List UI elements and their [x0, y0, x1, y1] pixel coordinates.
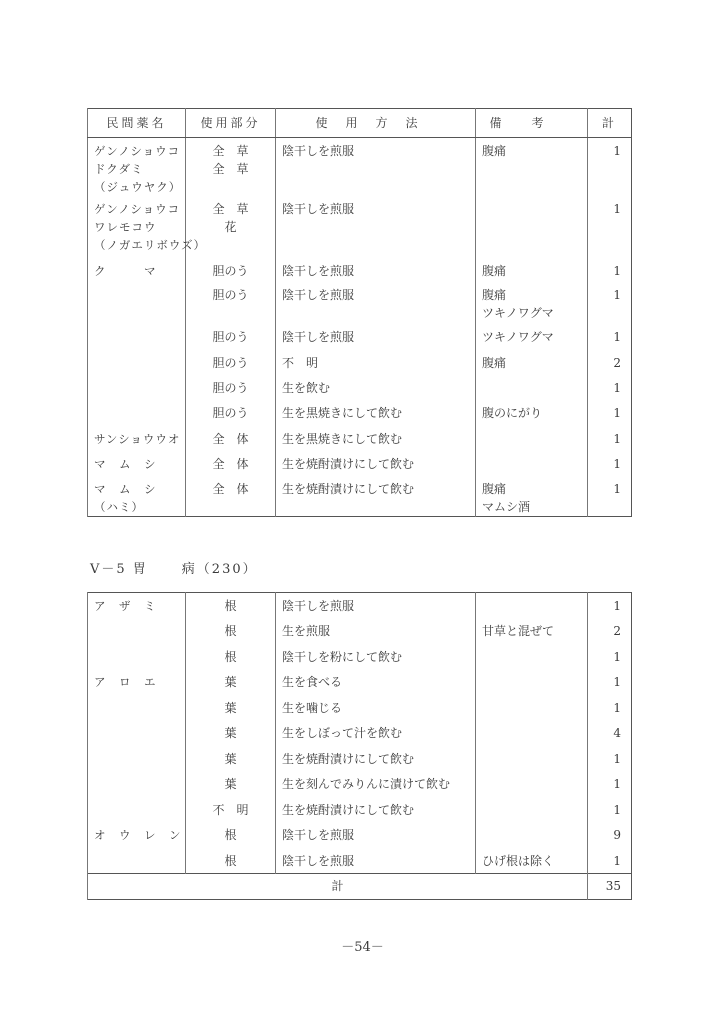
- usage-method: 生を焼酎漬けにして飲む: [276, 797, 476, 823]
- used-part: 不 明: [186, 797, 276, 823]
- remark: [476, 669, 588, 695]
- used-part-line: 花: [224, 220, 237, 234]
- used-part-line: 胆のう: [212, 288, 249, 302]
- used-part: 根: [186, 593, 276, 619]
- table-row: [88, 771, 632, 797]
- usage-method: 陰干しを煎服: [276, 848, 476, 874]
- remark: [476, 350, 588, 375]
- remedy-name: [88, 720, 186, 746]
- remark-line: 腹痛: [482, 264, 507, 278]
- remark: 甘草と混ぜて: [476, 618, 588, 644]
- total-count: 35: [588, 873, 632, 899]
- table-row: [88, 746, 632, 772]
- used-part-line: 胆のう: [212, 264, 249, 278]
- usage-method: 生を焼酎漬けにして飲む: [276, 451, 476, 476]
- header-name: 民間薬名: [88, 109, 186, 138]
- used-part: [186, 258, 276, 282]
- remark: [476, 593, 588, 619]
- table-row: [88, 451, 632, 476]
- count: 1: [588, 426, 632, 451]
- used-part: 根: [186, 618, 276, 644]
- remedy-name-line: ク マ: [94, 264, 157, 278]
- used-part: [186, 476, 276, 517]
- usage-method: 不 明: [276, 350, 476, 375]
- usage-method: 陰干しを煎服: [276, 138, 476, 197]
- usage-method: 生を黒焼きにして飲む: [276, 400, 476, 426]
- used-part: 葉: [186, 669, 276, 695]
- table-row: [88, 848, 632, 874]
- remedy-name-line: （ジュウヤク）: [94, 180, 182, 194]
- used-part: [186, 400, 276, 426]
- used-part: [186, 282, 276, 324]
- header-note: 備考: [476, 109, 588, 138]
- usage-method: 生を煎服: [276, 618, 476, 644]
- remark: ひげ根は除く: [476, 848, 588, 874]
- header-count: 計: [588, 109, 632, 138]
- count: 4: [588, 720, 632, 746]
- remark: [476, 324, 588, 350]
- remark: [476, 400, 588, 426]
- remedy-name: [88, 258, 186, 282]
- remedy-name-line: マ ム シ: [94, 457, 157, 471]
- table-row: [88, 618, 632, 644]
- remedy-name-line: マ ム シ: [94, 482, 157, 496]
- remedy-name-line: （ハミ）: [94, 500, 144, 514]
- used-part: 葉: [186, 695, 276, 721]
- count: 1: [588, 669, 632, 695]
- usage-method: 生を焼酎漬けにして飲む: [276, 476, 476, 517]
- usage-method: 生を刻んでみりんに漬けて飲む: [276, 771, 476, 797]
- remedy-name: [88, 375, 186, 400]
- used-part: 根: [186, 848, 276, 874]
- table-row: [88, 720, 632, 746]
- table-row: [88, 593, 632, 619]
- remark-line: ツキノワグマ: [482, 330, 554, 344]
- remark-line: 腹痛: [482, 356, 507, 370]
- remark-line: 腹痛: [482, 144, 507, 158]
- remark: [476, 476, 588, 517]
- count: 1: [588, 282, 632, 324]
- table-row: [88, 282, 632, 324]
- remark: [476, 282, 588, 324]
- used-part-line: 全 体: [212, 457, 249, 471]
- table-row: [88, 196, 632, 258]
- count: 1: [588, 451, 632, 476]
- header-method: 使用方法: [276, 109, 476, 138]
- used-part-line: 全 草: [212, 144, 249, 158]
- table-row: [88, 400, 632, 426]
- used-part-line: 全 体: [212, 482, 249, 496]
- remark-line: 腹痛: [482, 288, 507, 302]
- remark-line: マムシ酒: [482, 500, 531, 514]
- remedy-name: [88, 771, 186, 797]
- count: 1: [588, 324, 632, 350]
- remedy-name: [88, 324, 186, 350]
- table-row: [88, 426, 632, 451]
- remedy-name: [88, 350, 186, 375]
- remedy-name: [88, 282, 186, 324]
- used-part-line: 胆のう: [212, 356, 249, 370]
- count: 1: [588, 695, 632, 721]
- remedy-name-line: サンショウウオ: [94, 432, 181, 446]
- table-row: [88, 797, 632, 823]
- header-part: 使用部分: [186, 109, 276, 138]
- total-row: [88, 873, 632, 899]
- remark: [476, 375, 588, 400]
- count: 1: [588, 771, 632, 797]
- used-part: 根: [186, 644, 276, 670]
- usage-method: 陰干しを煎服: [276, 282, 476, 324]
- used-part: 葉: [186, 771, 276, 797]
- remedy-name-line: ゲンノショウコ: [94, 202, 181, 216]
- count: 2: [588, 350, 632, 375]
- usage-method: 生を噛じる: [276, 695, 476, 721]
- remedy-name: [88, 618, 186, 644]
- table-row: [88, 822, 632, 848]
- count: 1: [588, 400, 632, 426]
- usage-method: 陰干しを煎服: [276, 324, 476, 350]
- table-row: [88, 350, 632, 375]
- used-part: [186, 451, 276, 476]
- remark: [476, 196, 588, 258]
- table-row: [88, 644, 632, 670]
- remedy-name: ア ロ エ: [88, 669, 186, 695]
- usage-method: 生を食べる: [276, 669, 476, 695]
- used-part: [186, 138, 276, 197]
- total-label: 計: [88, 873, 588, 899]
- table-row: [88, 669, 632, 695]
- used-part: [186, 324, 276, 350]
- remedy-name-line: ワレモコウ: [94, 220, 157, 234]
- section-label: V－5 胃: [90, 562, 148, 577]
- used-part-line: 全 草: [212, 202, 249, 216]
- count: 1: [588, 848, 632, 874]
- usage-method: 生をしぼって汁を飲む: [276, 720, 476, 746]
- used-part-line: 胆のう: [212, 381, 249, 395]
- remedy-name: [88, 848, 186, 874]
- remedy-name: [88, 644, 186, 670]
- usage-method: 生を焼酎漬けにして飲む: [276, 746, 476, 772]
- count: 1: [588, 138, 632, 197]
- remedy-name: オ ウ レ ン: [88, 822, 186, 848]
- count: 9: [588, 822, 632, 848]
- remark: [476, 138, 588, 197]
- usage-method: 陰干しを煎服: [276, 593, 476, 619]
- remedy-name: [88, 138, 186, 197]
- table-row: [88, 476, 632, 517]
- usage-method: 陰干しを煎服: [276, 196, 476, 258]
- remark: [476, 258, 588, 282]
- table-2: [87, 592, 632, 900]
- used-part: [186, 350, 276, 375]
- table-row: [88, 138, 632, 197]
- table-row: [88, 324, 632, 350]
- count: 1: [588, 593, 632, 619]
- remedy-name: ア ザ ミ: [88, 593, 186, 619]
- table-row: [88, 695, 632, 721]
- remark: [476, 644, 588, 670]
- remedy-name: [88, 196, 207, 258]
- used-part: 葉: [186, 720, 276, 746]
- table-1-body: [88, 138, 632, 517]
- count: 1: [588, 476, 632, 517]
- used-part-line: 胆のう: [212, 406, 249, 420]
- section-title: 病（230）: [181, 562, 258, 577]
- table-1-header: [88, 109, 632, 138]
- remark: [476, 797, 588, 823]
- used-part-line: 全 体: [212, 432, 249, 446]
- page-number: －54－: [341, 940, 384, 955]
- remark-line: 腹のにがり: [482, 406, 543, 420]
- remedy-name: [88, 476, 186, 517]
- usage-method: 陰干しを煎服: [276, 258, 476, 282]
- used-part-line: 全 草: [212, 162, 249, 176]
- remark: [476, 720, 588, 746]
- usage-method: 陰干しを煎服: [276, 822, 476, 848]
- usage-method: 生を黒焼きにして飲む: [276, 426, 476, 451]
- used-part: [186, 375, 276, 400]
- remedy-name: [88, 695, 186, 721]
- used-part: 根: [186, 822, 276, 848]
- remedy-name: [88, 746, 186, 772]
- usage-method: 生を飲む: [276, 375, 476, 400]
- remedy-name: [88, 426, 186, 451]
- remark: [476, 746, 588, 772]
- remedy-name-line: ドクダミ: [94, 162, 144, 176]
- table-2-body: [88, 593, 632, 874]
- remedy-name: [88, 451, 186, 476]
- remedy-name-line: （ノガエリボウズ）: [94, 238, 207, 252]
- remark-line: ツキノワグマ: [482, 306, 554, 320]
- count: 1: [588, 644, 632, 670]
- remedy-name: [88, 400, 186, 426]
- remark: [476, 426, 588, 451]
- used-part: 葉: [186, 746, 276, 772]
- count: 1: [588, 746, 632, 772]
- remark: [476, 451, 588, 476]
- remedy-name-line: ゲンノショウコ: [94, 144, 181, 158]
- count: 1: [588, 258, 632, 282]
- remark-line: 腹痛: [482, 482, 507, 496]
- usage-method: 陰干しを粉にして飲む: [276, 644, 476, 670]
- used-part: [186, 426, 276, 451]
- remark: [476, 822, 588, 848]
- count: 1: [588, 375, 632, 400]
- table-row: [88, 258, 632, 282]
- used-part-line: 胆のう: [212, 330, 249, 344]
- remedy-name: [88, 797, 186, 823]
- count: 1: [588, 797, 632, 823]
- section-heading: [90, 558, 258, 577]
- table-row: [88, 375, 632, 400]
- remark: [476, 695, 588, 721]
- count: 2: [588, 618, 632, 644]
- table-1: [87, 108, 632, 517]
- remark: [476, 771, 588, 797]
- count: 1: [588, 196, 632, 258]
